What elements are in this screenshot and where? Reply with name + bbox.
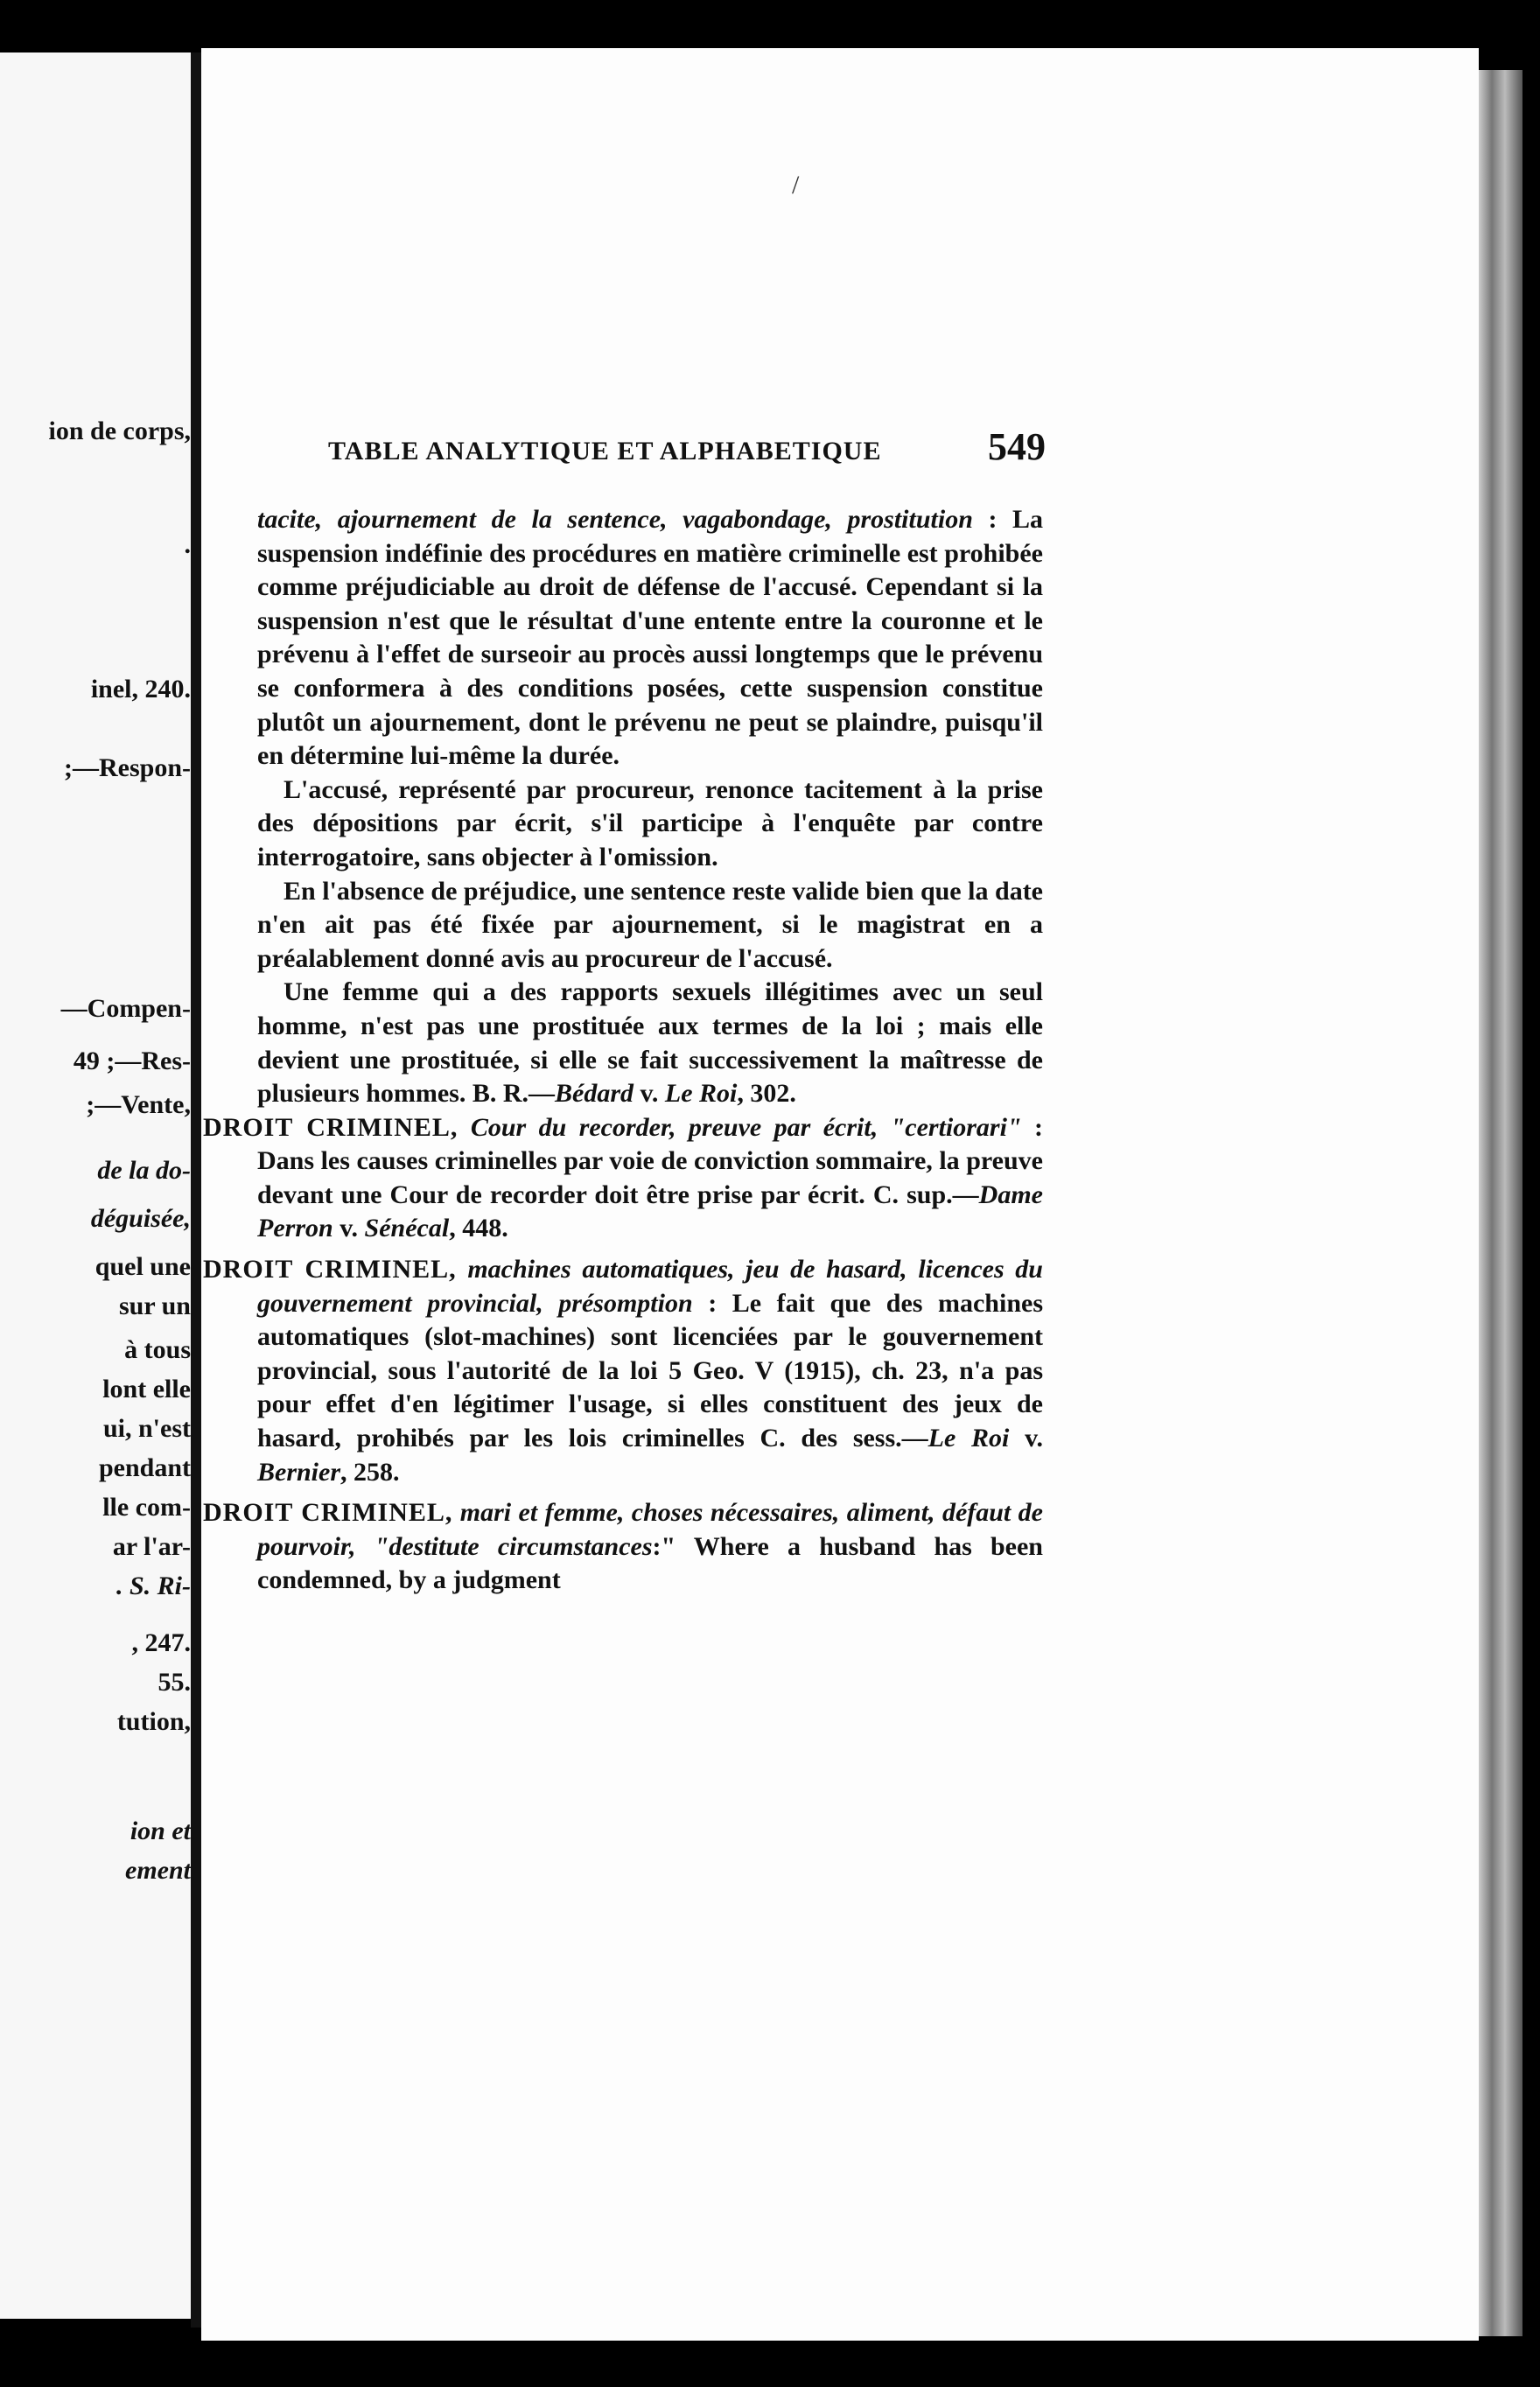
left-page-line: déguisée, xyxy=(90,1204,191,1233)
entry-continuation xyxy=(203,503,1043,774)
index-entry xyxy=(203,1111,1043,1246)
left-page-line: , 247. xyxy=(131,1628,191,1657)
entry-heading: DROIT CRIMINEL, xyxy=(203,1498,453,1528)
citation-party: Sénécal xyxy=(364,1214,450,1243)
entry-paragraph xyxy=(203,976,1043,1110)
entry-keywords: mari et femme, choses nécessaires, aliment, défaut de pourvoir, "destitute circumstances xyxy=(257,1498,1043,1561)
entry-text: : La suspension indéfinie des procédures en matière criminelle est prohibée comme préjudiciable au droit de défense de l'accusé. Cependant si la suspension n'est que le résultat d'une entente entre la couronne et le prévenu à l'effet de surseoir au procès aussi longtemps que le prévenu se conformera à des conditions posées, cette suspension constitue plutôt un ajournement, dont le prévenu ne peut se plaindre, puisqu'il en détermine lui-même la durée. xyxy=(257,505,1043,771)
entry-keywords: tacite, ajournement de la sentence, vagabondage, prostitution xyxy=(257,505,973,534)
left-page-line: ar l'ar- xyxy=(112,1532,191,1561)
citation-versus: v. xyxy=(1009,1424,1043,1453)
citation-party: Bernier xyxy=(257,1457,341,1487)
citation-page: , 302. xyxy=(737,1079,796,1109)
left-page-line: ion et xyxy=(130,1816,191,1845)
entry-heading: DROIT CRIMINEL, xyxy=(203,1255,457,1284)
entry-keywords: Cour du recorder, preuve par écrit, "certiorari" xyxy=(458,1112,1022,1142)
citation-party: Bédard xyxy=(555,1079,634,1109)
left-page-line: . xyxy=(184,530,191,559)
left-page-line: tution, xyxy=(116,1707,191,1736)
left-page-line: inel, 240. xyxy=(90,675,191,704)
index-entry xyxy=(203,1253,1043,1489)
citation-versus: v. xyxy=(634,1079,665,1109)
index-entry xyxy=(203,1496,1043,1598)
left-page-line: —Compen- xyxy=(60,994,191,1023)
left-page-line: ;—Respon- xyxy=(63,753,191,782)
left-page-line: 55. xyxy=(158,1668,191,1697)
entry-text: :" Where a husband has been condemned, by a judgment xyxy=(257,1531,1043,1595)
citation-court: B. R.— xyxy=(472,1079,556,1109)
page-number: 549 xyxy=(988,425,1046,468)
left-page-line: . S. Ri- xyxy=(116,1572,191,1600)
entry-heading: DROIT CRIMINEL, xyxy=(203,1112,458,1142)
page-edge xyxy=(1479,70,1522,2336)
previous-page-fragment xyxy=(0,52,191,2319)
left-page-line: sur un xyxy=(118,1292,191,1320)
citation-party: Le Roi xyxy=(928,1424,1010,1453)
left-page-line: ;—Vente, xyxy=(86,1090,191,1119)
entry-paragraph: En l'absence de préjudice, une sentence reste valide bien que la date n'en ait pas été fixée par ajournement, si le magistrat en a préalablement donné avis au procureur de l'accusé. xyxy=(257,876,1043,973)
entry-text: : Le fait que des machines automatiques (slot-machines) sont licenciées par le gouvernement provincial, sous l'autorité de la loi 5 Geo. V (1915), ch. 23, n'a pas pour effet d'en légitimer l'usage, si elles constituent des jeux de hasard, prohibés par les lois criminelles C. des sess.— xyxy=(257,1288,1043,1453)
left-page-line: lont elle xyxy=(102,1375,191,1404)
citation-page: , 448. xyxy=(449,1214,508,1243)
left-page-line: 49 ;—Res- xyxy=(73,1046,191,1075)
book-gutter xyxy=(191,52,201,2328)
entry-text: : Dans les causes criminelles par voie de conviction sommaire, la preuve devant une Cour de recorder doit être prise par écrit. C. sup.— xyxy=(257,1112,1043,1209)
citation-versus: v. xyxy=(332,1214,365,1243)
citation-party: Le Roi xyxy=(664,1079,738,1109)
left-page-line: ement xyxy=(125,1856,191,1885)
entry-keywords: machines automatiques, jeu de hasard, licences du gouvernement provincial, présomption xyxy=(257,1255,1043,1318)
left-page-line: de la do- xyxy=(97,1156,191,1185)
entry-text: Une femme qui a des rapports sexuels illégitimes avec un seul homme, n'est pas une prostituée aux termes de la loi ; mais elle devient une prostituée, si elle se fait successivement la maîtresse de plusieurs hommes. xyxy=(257,977,1043,1109)
left-page-line: quel une xyxy=(94,1252,191,1281)
citation-page: , 258. xyxy=(340,1457,400,1487)
pencil-tick-mark: / xyxy=(792,171,800,200)
left-page-line: lle com- xyxy=(102,1493,191,1522)
left-page-line: à tous xyxy=(124,1335,191,1364)
index-body xyxy=(203,503,1043,1598)
running-title: TABLE ANALYTIQUE ET ALPHABETIQUE xyxy=(328,437,882,466)
running-head xyxy=(328,424,1046,469)
left-page-line: ui, n'est xyxy=(102,1414,191,1443)
left-page-line: ion de corps, xyxy=(48,416,191,445)
left-page-line: pendant xyxy=(98,1453,191,1482)
entry-paragraph: L'accusé, représenté par procureur, renonce tacitement à la prise des dépositions par écrit, s'il participe à l'enquête par contre interrogatoire, sans objecter à l'omission. xyxy=(257,774,1043,872)
citation-party: Dame Perron xyxy=(257,1180,1043,1243)
